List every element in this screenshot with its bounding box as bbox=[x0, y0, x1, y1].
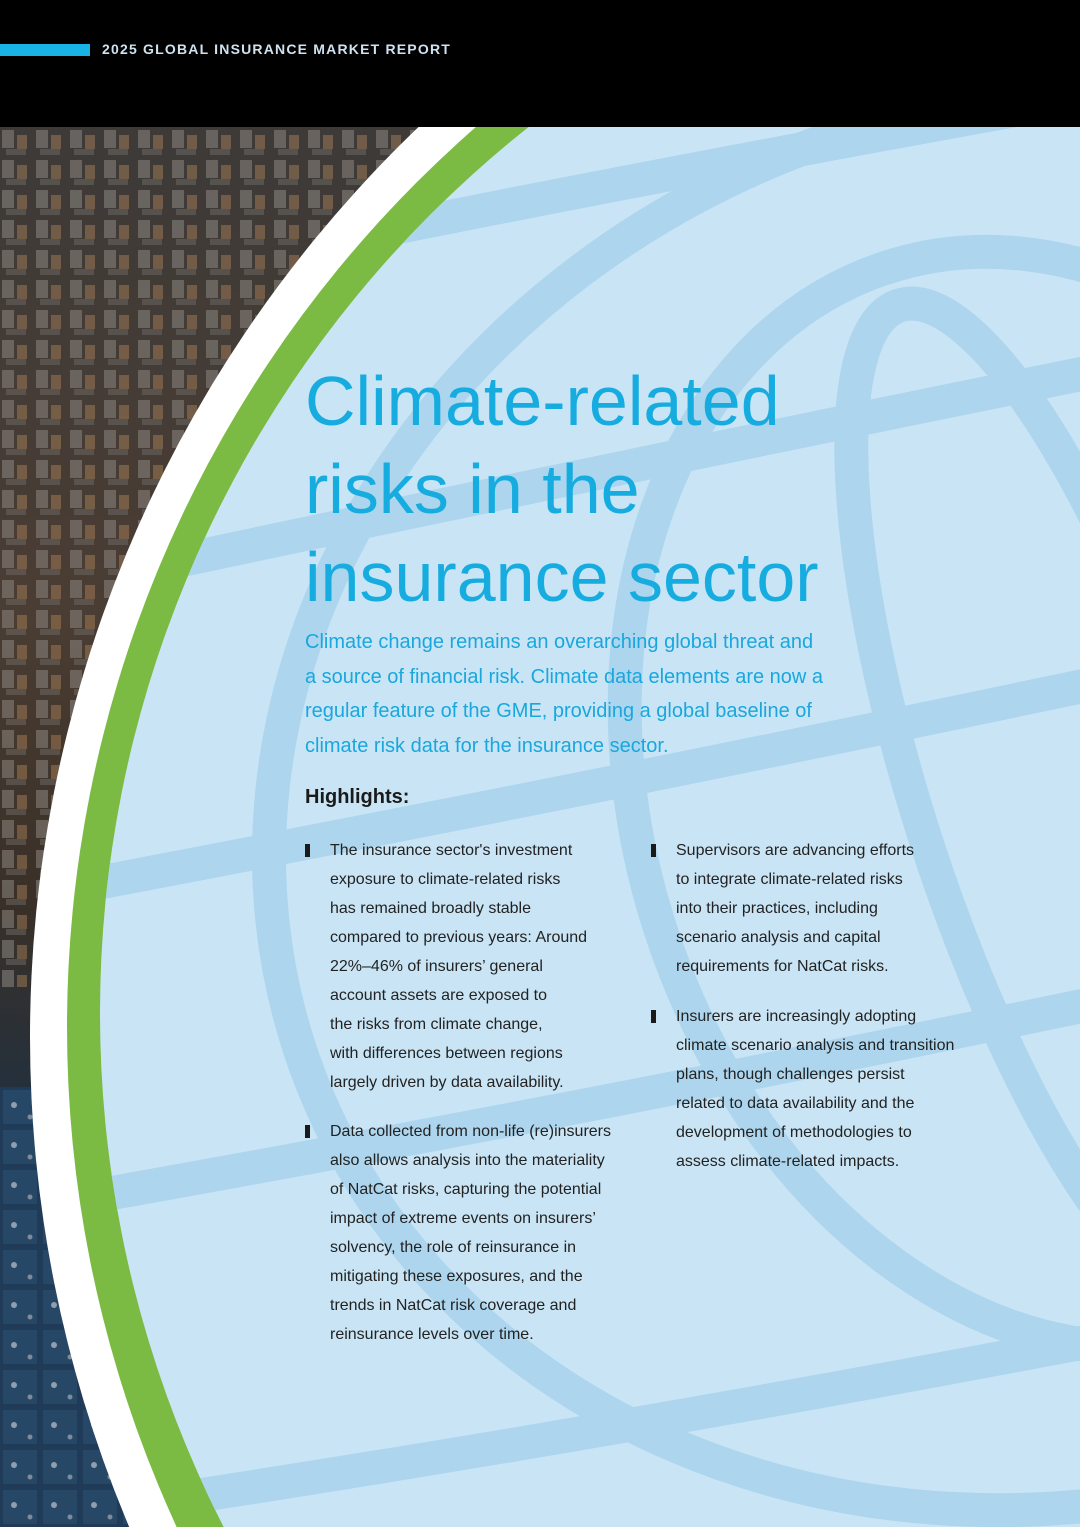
title-line: risks in the bbox=[305, 450, 640, 528]
highlight-line: into their practices, including bbox=[676, 900, 878, 917]
page-title bbox=[305, 357, 1025, 621]
highlight-line: reinsurance levels over time. bbox=[330, 1326, 534, 1343]
highlight-line: Insurers are increasingly adopting bbox=[676, 1008, 917, 1025]
highlight-line: Supervisors are advancing efforts bbox=[676, 842, 915, 859]
report-header bbox=[0, 0, 1080, 127]
bullet-marker-icon bbox=[305, 844, 310, 857]
highlight-text bbox=[330, 836, 587, 1097]
highlight-line: mitigating these exposures, and the bbox=[330, 1268, 583, 1285]
highlight-line: impact of extreme events on insurers’ bbox=[330, 1210, 596, 1227]
bullet-marker-icon bbox=[651, 1010, 656, 1023]
highlight-line: exposure to climate-related risks bbox=[330, 871, 561, 888]
highlight-text bbox=[676, 1002, 954, 1176]
highlight-line: of NatCat risks, capturing the potential bbox=[330, 1181, 602, 1198]
intro-line: regular feature of the GME, providing a global baseline of bbox=[305, 700, 812, 722]
highlight-line: The insurance sector's investment bbox=[330, 842, 573, 859]
highlight-text bbox=[330, 1117, 611, 1349]
highlight-line: has remained broadly stable bbox=[330, 900, 532, 917]
highlight-line: the risks from climate change, bbox=[330, 1016, 543, 1033]
highlight-line: to integrate climate-related risks bbox=[676, 871, 903, 888]
highlight-line: 22%–46% of insurers’ general bbox=[330, 958, 543, 975]
report-title: 2025 GLOBAL INSURANCE MARKET REPORT bbox=[102, 41, 452, 57]
header-accent-bar bbox=[0, 44, 90, 56]
intro-line: climate risk data for the insurance sector. bbox=[305, 734, 669, 757]
intro-line: a source of financial risk. Climate data elements are now a bbox=[305, 665, 824, 688]
highlight-text bbox=[676, 836, 914, 981]
title-line: insurance sector bbox=[305, 538, 819, 616]
highlight-line: account assets are exposed to bbox=[330, 987, 548, 1004]
highlight-line: solvency, the role of reinsurance in bbox=[330, 1239, 577, 1256]
highlight-line: requirements for NatCat risks. bbox=[676, 958, 889, 975]
highlight-line: Data collected from non-life (re)insurers bbox=[330, 1123, 611, 1140]
highlight-line: assess climate-related impacts. bbox=[676, 1153, 900, 1170]
highlight-line: climate scenario analysis and transition bbox=[676, 1037, 955, 1054]
highlight-line: trends in NatCat risk coverage and bbox=[330, 1297, 577, 1314]
bullet-marker-icon bbox=[651, 844, 656, 857]
highlight-line: also allows analysis into the materiality bbox=[330, 1152, 605, 1169]
highlight-line: with differences between regions bbox=[330, 1045, 563, 1062]
highlight-line: related to data availability and the bbox=[676, 1095, 915, 1112]
title-line: Climate-related bbox=[305, 362, 780, 440]
highlight-line: plans, though challenges persist bbox=[676, 1066, 905, 1083]
highlight-line: largely driven by data availability. bbox=[330, 1074, 564, 1091]
highlights-heading: Highlights: bbox=[305, 786, 410, 808]
highlight-line: development of methodologies to bbox=[676, 1124, 912, 1141]
highlight-line: compared to previous years: Around bbox=[330, 929, 588, 946]
highlight-line: scenario analysis and capital bbox=[676, 929, 881, 946]
intro-line: Climate change remains an overarching global threat and bbox=[305, 631, 814, 653]
bullet-marker-icon bbox=[305, 1125, 310, 1138]
intro-paragraph bbox=[305, 625, 925, 763]
